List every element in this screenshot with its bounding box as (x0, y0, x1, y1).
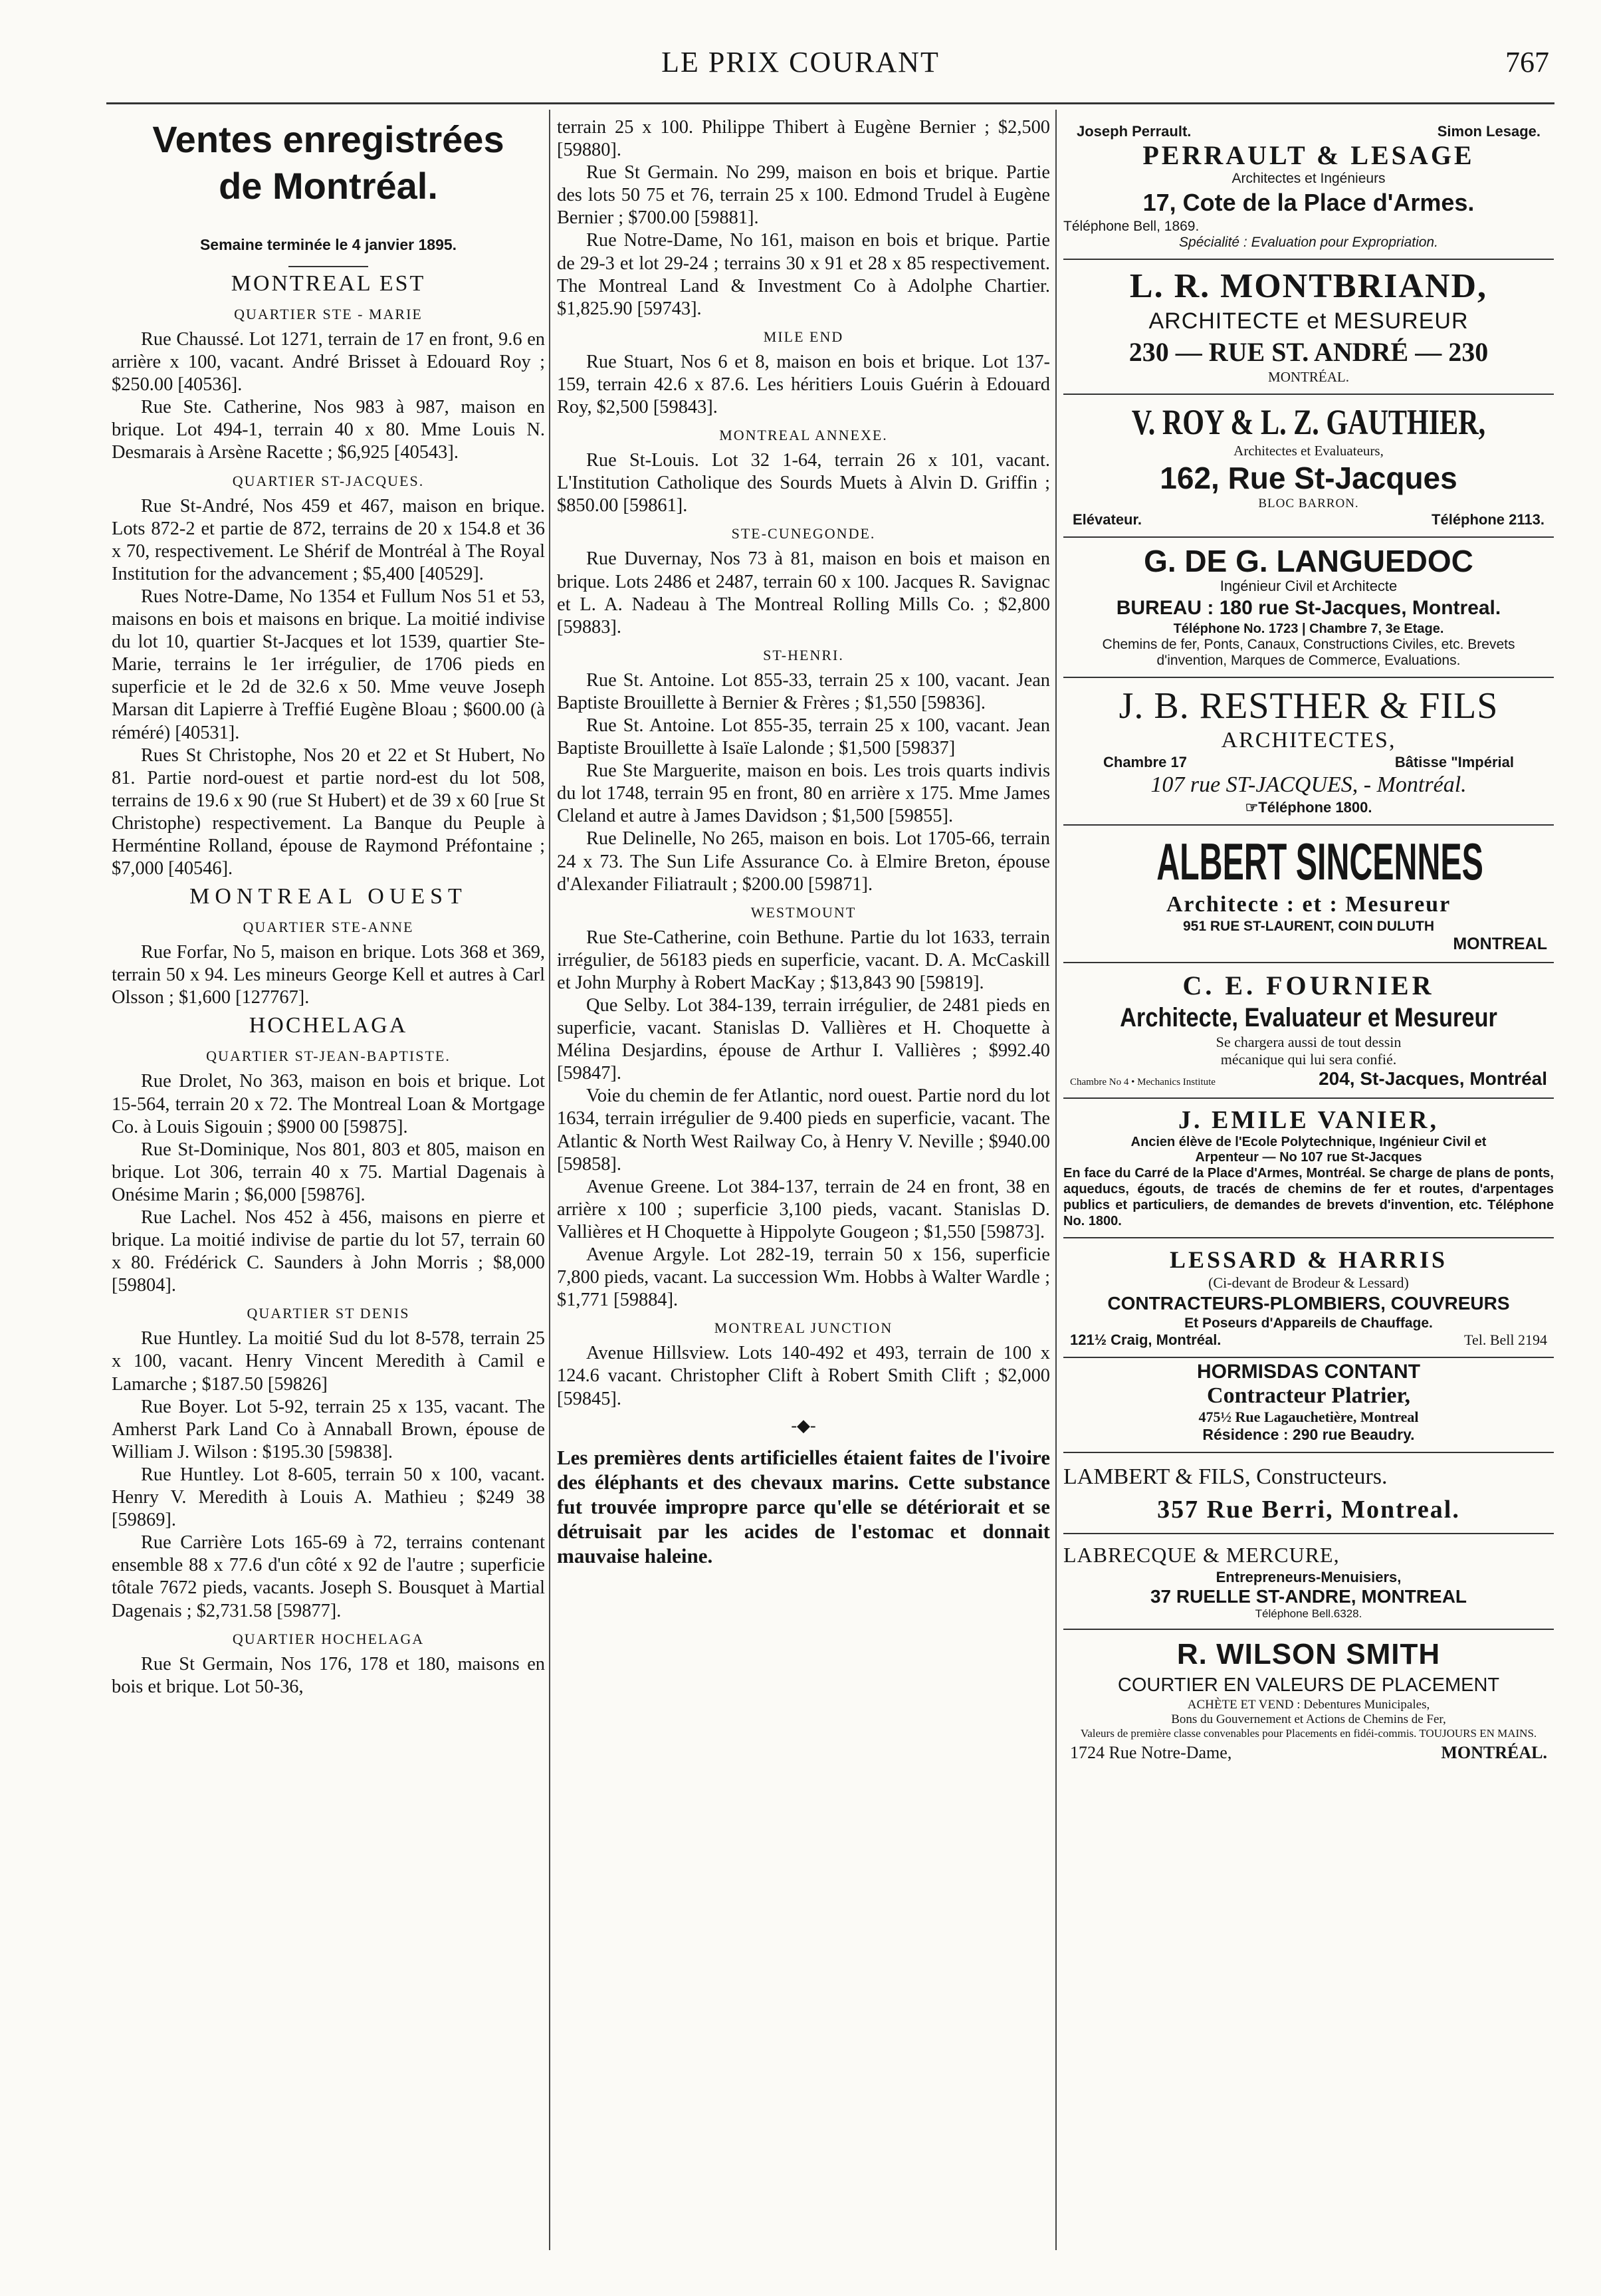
ad-vanier (1063, 1099, 1554, 1238)
sale-entry: Rue Huntley. La moitié Sud du lot 8-578, terrain 25 x 100, vacant. Henry Vincent Meredith à Camil e Lamarche ; $187.50 [59826] (112, 1328, 545, 1395)
sale-entry: Rue Forfar, No 5, maison en brique. Lots 368 et 369, terrain 50 x 94. Les mineurs George Kell et autres à Carl Olsson ; $1,600 [127767]. (112, 942, 545, 1008)
room: Chambre No 4 • Mechanics Institute (1070, 1077, 1216, 1088)
sale-entry: Rue Notre-Dame, No 161, maison en bois et brique. Partie de 29-3 et lot 29-24 ; terrains 30 x 91 et 28 x 85 respectivement. The Montreal Land & Investment Co à Adolphe Chartier. $1,825.90 [59743]. (557, 230, 1050, 319)
profession: Architectes et Ingénieurs (1231, 171, 1386, 186)
sale-entry: Avenue Argyle. Lot 282-19, terrain 50 x 156, superficie 7,800 pieds, vacant. La succession Wm. Hobbs à Walter Wardle ; $1,771 [59884]. (557, 1244, 1050, 1311)
services: En face du Carré de la Place d'Armes, Montréal. Se charge de plans de ponts, aqueducs, égouts, de tracés de chemins de fer et routes, d'arpentages publics et particuliers, de demandes de brevets d'invention, etc. Téléphone No. 1800. (1063, 1166, 1554, 1228)
sale-entry: Rue St-André, Nos 459 et 467, maison en brique. Lots 872-2 et partie de 872, terrains de 20 x 154.8 et 36 x 70, respectivement. Le Shérif de Montréal à The Royal Institution for the advancement ; $5,400 [40529]. (112, 495, 545, 584)
sale-entry: Rue Delinelle, No 265, maison en bois. Lot 1705-66, terrain 24 x 73. The Sun Life Assurance Co. à Elmire Breton, épouse d'Alexander Filiatrault ; $200.00 [59871]. (557, 828, 1050, 895)
week-label: Semaine terminée le 4 janvier 1895. (199, 236, 457, 253)
quarter-heading: QUARTIER ST-JEAN-BAPTISTE. (206, 1048, 451, 1065)
sale-entry: Avenue Hillsview. Lots 140-492 et 493, terrain de 100 x 124.6 vacant. Christopher Clift à Robert Smith Clift ; $2,000 [59845]. (557, 1343, 1050, 1409)
elevator-note: Elévateur. (1073, 511, 1142, 528)
ad-roy-gauthier (1063, 395, 1554, 538)
phone: Téléphone 2113. (1432, 511, 1545, 528)
column-divider (549, 110, 550, 2250)
firm-name: C. E. FOURNIER (1182, 971, 1435, 1000)
sale-entry: Rue St-Dominique, Nos 801, 803 et 805, maison en brique. Lot 306, terrain 40 x 75. Martial Dagenais à Onésime Marin ; $6,000 [59876]. (112, 1139, 545, 1205)
ad-perrault-lesage (1063, 116, 1554, 260)
sale-entry: Que Selby. Lot 384-139, terrain irrégulier, de 2481 pieds en superficie, vacant. Stanislas D. Vallières et H. Choquette à Mélina Desjardins, épouse de Arthur I. Vallières ; $992.40 [59847]. (557, 995, 1050, 1084)
phone: Tel. Bell 2194 (1464, 1331, 1547, 1348)
page-number: 767 (1505, 46, 1549, 78)
firm-name: HORMISDAS CONTANT (1196, 1361, 1421, 1383)
address: 107 rue ST-JACQUES, - Montréal. (1150, 772, 1467, 797)
phone: Téléphone Bell.6328. (1255, 1607, 1362, 1620)
sale-entry: Rue Ste Marguerite, maison en bois. Les trois quarts indivis du lot 1748, terrain 95 en front, 80 en arrière x 175. Mme James Cleland et autre à James Davidson ; $1,500 [59855]. (557, 760, 1050, 827)
address: 17, Cote de la Place d'Armes. (1142, 189, 1475, 216)
district-heading: STE-CUNEGONDE. (731, 525, 876, 542)
former-name: (Ci-devant de Brodeur & Lessard) (1208, 1274, 1409, 1291)
sale-entry: Rue Duvernay, Nos 73 à 81, maison en bois et maison en brique. Lots 2486 et 2487, terrain 60 x 100. Jacques R. Savignac et L. A. Nadeau à The Montreal Rolling Mills Co. ; $2,800 [59883]. (557, 548, 1050, 637)
address: 162, Rue St-Jacques (1160, 461, 1457, 495)
sale-entry: Rue St-Louis. Lot 32 1-64, terrain 26 x 101, vacant. L'Institution Catholique des Sourds Muets à Alvin D. Griffin ; $850.00 [59861]. (557, 450, 1050, 517)
section-title-line: Ventes enregistrées (152, 118, 504, 160)
column-sales-1 (112, 116, 545, 1698)
trade: Contracteur Platrier, (1207, 1383, 1410, 1408)
city: MONTREAL (1453, 935, 1547, 953)
phone: ☞Téléphone 1800. (1245, 799, 1372, 816)
address: BUREAU : 180 rue St-Jacques, Montreal. (1116, 597, 1501, 619)
building: BLOC BARRON. (1258, 497, 1359, 511)
description: Bons du Gouvernement et Actions de Chemins de Fer, (1171, 1712, 1446, 1726)
building: Bâtisse "Impérial (1394, 754, 1514, 770)
quarter-heading: QUARTIER ST DENIS (247, 1305, 410, 1322)
firm-name: LABRECQUE & MERCURE, (1063, 1543, 1340, 1567)
firm-name: J. EMILE VANIER, (1178, 1106, 1439, 1134)
trade: COURTIER EN VALEURS DE PLACEMENT (1117, 1674, 1500, 1696)
description: ACHÈTE ET VEND : Debentures Municipales, (1187, 1698, 1430, 1712)
sale-entry: Rue St Germain, Nos 176, 178 et 180, maisons en bois et brique. Lot 50-36, (112, 1653, 545, 1697)
partner-name: Joseph Perrault. (1077, 123, 1192, 140)
firm-name: V. ROY & L. Z. GAUTHIER, (1131, 402, 1486, 442)
profession: Architecte : et : Mesureur (1166, 892, 1451, 917)
firm-name: J. B. RESTHER & FILS (1119, 685, 1499, 727)
district-heading: HOCHELAGA (249, 1013, 408, 1038)
column-advertisements (1063, 116, 1554, 1771)
header-rule (106, 102, 1554, 104)
running-title: LE PRIX COURANT (661, 46, 940, 78)
quarter-heading: QUARTIER STE - MARIE (234, 306, 423, 322)
sale-entry: terrain 25 x 100. Philippe Thibert à Eugène Bernier ; $2,500 [59880]. (557, 117, 1050, 161)
description: mécanique qui lui sera confié. (1220, 1051, 1397, 1068)
city: MONTRÉAL. (1441, 1743, 1547, 1762)
sale-entry: Rue Ste-Catherine, coin Bethune. Partie du lot 1633, terrain irrégulier, de 56183 pieds en superficie, vacant. D. A. McCaskill et John Murphy à Robert MacKay ; $13,843 90 [59819]. (557, 927, 1050, 993)
sale-entry: Voie du chemin de fer Atlantic, nord ouest. Partie nord du lot 1634, terrain irrégulier de 9.400 pieds en superficie, vacant. The Atlantic & North West Railway Co, à Henry V. Neville ; $940.00 [59858]. (557, 1086, 1050, 1175)
address: 475½ Rue Lagauchetière, Montreal (1198, 1409, 1419, 1425)
district-heading: MONTREAL JUNCTION (714, 1320, 893, 1337)
address: 230 — RUE ST. ANDRÉ — 230 (1128, 337, 1489, 367)
ad-labrecque-mercure (1063, 1534, 1554, 1630)
column-sales-2 (557, 116, 1050, 1568)
profession: Architecte, Evaluateur et Mesureur (1120, 1003, 1497, 1032)
trade: CONTRACTEURS-PLOMBIERS, COUVREURS (1107, 1293, 1510, 1314)
district-heading: MONTREAL EST (231, 271, 426, 296)
sale-entry: Rue Drolet, No 363, maison en bois et brique. Lot 15-564, terrain 20 x 72. The Montreal Loan & Mortgage Co. à Louis Sigouin ; $900 00 [59875]. (112, 1071, 545, 1137)
trade: Et Poseurs d'Appareils de Chauffage. (1184, 1316, 1433, 1331)
description: Valeurs de première classe convenables pour Placements en fidéi-commis. TOUJOURS EN MAINS. (1080, 1727, 1537, 1740)
profession: ARCHITECTE et MESUREUR (1148, 308, 1469, 334)
firm-name: G. DE G. LANGUEDOC (1144, 544, 1473, 578)
district-heading: ST-HENRI. (763, 646, 844, 663)
district-heading: MILE END (763, 328, 844, 345)
ad-montbriand (1063, 260, 1554, 395)
partner-name: Simon Lesage. (1437, 123, 1541, 140)
sale-entry: Rue Carrière Lots 165-69 à 72, terrains contenant ensemble 88 x 77.6 d'un côté x 92 de l'autre ; superficie tôtale 7672 pieds, vacants. Joseph S. Bousquet à Martial Dagenais ; $2,731.58 [59877]. (112, 1532, 545, 1621)
sale-entry: Rue Stuart, Nos 6 et 8, maison en bois et brique. Lot 137-159, terrain 42.6 x 87.6. Les héritiers Louis Guérin à Edouard Roy, $2,500 [59843]. (557, 351, 1050, 418)
sale-entry: Rues Notre-Dame, No 1354 et Fullum Nos 51 et 53, maisons en bois et maisons en brique. La moitié indivise du lot 10, quartier St-Jacques et lot 1539, quartier Ste-Marie, terrains le 1er irrégulier, de 1706 pieds en superficie et le 2d de 32.6 x 50. Mme veuve Joseph Marsan dit Lapierre à Treffié Eugène Bloau ; $600.00 (à réméré) [40531]. (112, 586, 545, 743)
sale-entry: Rue Chaussé. Lot 1271, terrain de 17 en front, 9.6 en arrière x 100, vacant. André Brisset à Edouard Roy ; $250.00 [40536]. (112, 329, 545, 396)
profession: ARCHITECTES, (1221, 728, 1396, 752)
profession: Architectes et Evaluateurs, (1233, 443, 1384, 459)
credentials: Arpenteur — No 107 rue St-Jacques (1195, 1150, 1422, 1165)
firm-name: L. R. MONTBRIAND, (1129, 267, 1488, 305)
quarter-heading: QUARTIER ST-JACQUES. (232, 472, 425, 489)
address: 951 RUE ST-LAURENT, COIN DULUTH (1182, 919, 1435, 934)
ad-lessard-harris (1063, 1238, 1554, 1358)
services: Chemins de fer, Ponts, Canaux, Constructions Civiles, etc. Brevets d'invention, Marques de Commerce, Evaluations. (1102, 637, 1515, 668)
city: MONTRÉAL. (1268, 369, 1349, 385)
credentials: Ancien élève de l'Ecole Polytechnique, Ingénieur Civil et (1130, 1135, 1487, 1149)
ad-contant (1063, 1358, 1554, 1453)
room: Chambre 17 (1103, 754, 1187, 770)
sale-entry: Rue Huntley. Lot 8-605, terrain 50 x 100, vacant. Henry V. Meredith à Louis A. Mathieu ; $249 38 [59869]. (112, 1464, 545, 1531)
firm-name: LESSARD & HARRIS (1169, 1246, 1448, 1273)
residence: Résidence : 290 rue Beaudry. (1202, 1426, 1415, 1443)
firm-name: R. WILSON SMITH (1176, 1638, 1441, 1670)
quarter-heading: QUARTIER HOCHELAGA (232, 1630, 425, 1647)
firm-name: LAMBERT & FILS, Constructeurs. (1063, 1464, 1388, 1489)
ad-sincennes (1063, 826, 1554, 963)
sale-entry: Rues St Christophe, Nos 20 et 22 et St Hubert, No 81. Partie nord-ouest et partie nord-est du lot 508, terrains de 19.6 x 90 (rue St Hubert) et de 39 x 60 [rue St Christophe) respectivement. La Banque du Peuple à Herméntine Rolland, épouse de Raymond Préfontaine ; $7,000 [40546]. (112, 745, 545, 879)
district-heading: WESTMOUNT (750, 903, 857, 921)
sale-entry: Rue St. Antoine. Lot 855-33, terrain 25 x 100, vacant. Jean Baptiste Brouillette à Bernier & Frères ; $1,550 [59836]. (557, 669, 1050, 713)
firm-name: PERRAULT & LESAGE (1142, 140, 1475, 170)
trade: Entrepreneurs-Menuisiers, (1216, 1569, 1402, 1585)
divider (288, 266, 368, 267)
sale-entry: Rue St Germain. No 299, maison en bois et brique. Partie des lots 50 75 et 76, terrain 25 x 100. Edmond Trudel à Eugène Bernier ; $700.00 [59881]. (557, 162, 1050, 229)
sale-entry: Rue Lachel. Nos 452 à 456, maisons en pierre et brique. La moitié indivise de partie du lot 57, terrain 60 x 80. Frédérick C. Saunders à John Morris ; $8,000 [59804]. (112, 1207, 545, 1296)
filler-note: Les premières dents artificielles étaient faites de l'ivoire des éléphants et des chevaux marins. Cette substance fut trouvée impropre parce qu'elle se détériorait et se détruisait par les acides de l'estomac et donnait mauvaise haleine. (557, 1445, 1050, 1567)
district-heading: MONTREAL OUEST (189, 884, 467, 909)
profession: Ingénieur Civil et Architecte (1220, 578, 1398, 594)
address: 204, St-Jacques, Montréal (1319, 1068, 1547, 1089)
ad-lambert (1063, 1453, 1554, 1534)
ornament-divider: -◆- (791, 1415, 816, 1435)
section-title-line: de Montréal. (219, 165, 438, 207)
specialty: Spécialité : Evaluation pour Expropriation. (1179, 235, 1438, 250)
ad-fournier (1063, 963, 1554, 1099)
sale-entry: Rue Ste. Catherine, Nos 983 à 987, maison en brique. Lot 494-1, terrain 40 x 80. Mme Louis N. Desmarais à Arsène Racette ; $6,925 [40543]. (112, 397, 545, 463)
column-divider (1055, 110, 1057, 2250)
section-title (112, 116, 545, 209)
district-heading: MONTREAL ANNEXE. (719, 427, 888, 444)
ad-resther (1063, 678, 1554, 826)
firm-name: ALBERT SINCENNES (1156, 832, 1483, 891)
quarter-heading: QUARTIER STE-ANNE (243, 919, 414, 936)
page-header (0, 39, 1601, 85)
address: 1724 Rue Notre-Dame, (1070, 1743, 1232, 1762)
address: 357 Rue Berri, Montreal. (1157, 1496, 1460, 1524)
phone: Téléphone Bell, 1869. (1063, 219, 1200, 234)
sale-entry: Avenue Greene. Lot 384-137, terrain de 24 en front, 38 en arrière x 100 ; superficie 3,100 pieds, vacant. Stanislas D. Vallières et H Choquette à Hippolyte Gougeon ; $1,550 [59873]. (557, 1176, 1050, 1242)
sale-entry: Rue St. Antoine. Lot 855-35, terrain 25 x 100, vacant. Jean Baptiste Brouillette à Isaïe Lalonde ; $1,500 [59837] (557, 715, 1050, 759)
description: Se chargera aussi de tout dessin (1216, 1034, 1402, 1050)
address: 37 RUELLE ST-ANDRE, MONTREAL (1150, 1586, 1467, 1607)
phone: Téléphone No. 1723 | Chambre 7, 3e Etage. (1173, 622, 1444, 636)
ad-languedoc (1063, 538, 1554, 678)
ad-wilson-smith (1063, 1630, 1554, 1771)
sale-entry: Rue Boyer. Lot 5-92, terrain 25 x 135, vacant. The Amherst Park Land Co à Annaball Brown, épouse de William J. Wilson : $195.30 [59838]. (112, 1396, 545, 1462)
address: 121½ Craig, Montréal. (1070, 1331, 1222, 1348)
